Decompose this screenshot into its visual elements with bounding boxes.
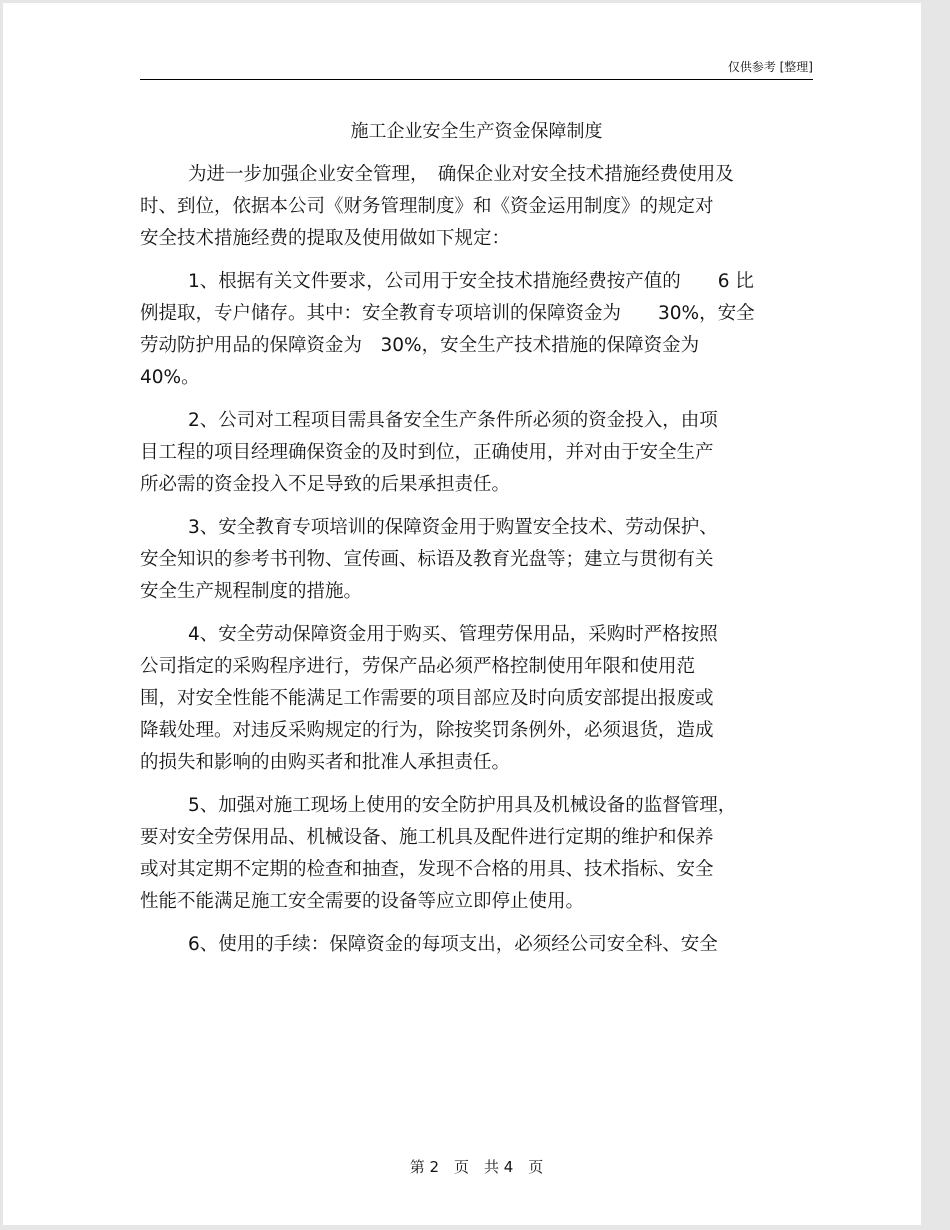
text-line: 1、根据有关文件要求，公司用于安全技术措施经费按产值的 6 比 xyxy=(188,271,754,292)
text-line: 3、安全教育专项培训的保障资金用于购置安全技术、劳动保护、 xyxy=(188,517,718,538)
text-line: 的损失和影响的由购买者和批准人承担责任。 xyxy=(140,752,511,773)
paragraph xyxy=(140,790,820,918)
text-line: 公司指定的采购程序进行，劳保产品必须严格控制使用年限和使用范 xyxy=(140,656,696,677)
document-title: 施工企业安全生产资金保障制度 xyxy=(350,121,603,142)
text-line: 2、公司对工程项目需具备安全生产条件所必须的资金投入，由项 xyxy=(188,410,718,431)
text-line: 所必需的资金投入不足导致的后果承担责任。 xyxy=(140,474,511,495)
paragraph xyxy=(140,619,820,779)
text-line: 目工程的项目经理确保资金的及时到位，正确使用，并对由于安全生产 xyxy=(140,442,714,463)
page-header: 仅供参考 [整理] xyxy=(727,60,813,74)
text-line: 时、到位，依据本公司《财务管理制度》和《资金运用制度》的规定对 xyxy=(140,196,714,217)
paragraph xyxy=(140,929,820,961)
text-line: 安全知识的参考书刊物、宣传画、标语及教育光盘等；建立与贯彻有关 xyxy=(140,549,714,570)
header-divider xyxy=(140,79,813,80)
text-line: 4、安全劳动保障资金用于购买、管理劳保用品，采购时严格按照 xyxy=(188,624,718,645)
text-line: 围，对安全性能不能满足工作需要的项目部应及时向质安部提出报废或 xyxy=(140,688,714,709)
document-page xyxy=(3,3,921,1225)
paragraph xyxy=(140,266,820,394)
text-line: 6、使用的手续：保障资金的每项支出，必须经公司安全科、安全 xyxy=(188,934,718,955)
paragraph xyxy=(140,159,820,255)
text-line: 性能不能满足施工安全需要的设备等应立即停止使用。 xyxy=(140,891,585,912)
text-line: 例提取，专户储存。其中：安全教育专项培训的保障资金为 30%，安全 xyxy=(140,303,755,324)
text-line: 降载处理。对违反采购规定的行为，除按奖罚条例外，必须退货，造成 xyxy=(140,720,714,741)
document-body xyxy=(140,159,820,972)
text-line: 安全生产规程制度的措施。 xyxy=(140,581,363,602)
paragraph xyxy=(140,405,820,501)
text-line: 为进一步加强企业安全管理， 确保企业对安全技术措施经费使用及 xyxy=(188,164,734,185)
text-line: 安全技术措施经费的提取及使用做如下规定： xyxy=(140,228,511,249)
text-line: 或对其定期不定期的检查和抽查，发现不合格的用具、技术指标、安全 xyxy=(140,859,714,880)
text-line: 40%。 xyxy=(140,367,200,388)
text-line: 5、加强对施工现场上使用的安全防护用具及机械设备的监督管理， xyxy=(188,795,737,816)
paragraph xyxy=(140,512,820,608)
text-line: 要对安全劳保用品、机械设备、施工机具及配件进行定期的维护和保养 xyxy=(140,827,714,848)
text-line: 劳动防护用品的保障资金为 30%，安全生产技术措施的保障资金为 xyxy=(140,335,700,356)
page-footer: 第 2 页 共 4 页 xyxy=(409,1158,544,1176)
